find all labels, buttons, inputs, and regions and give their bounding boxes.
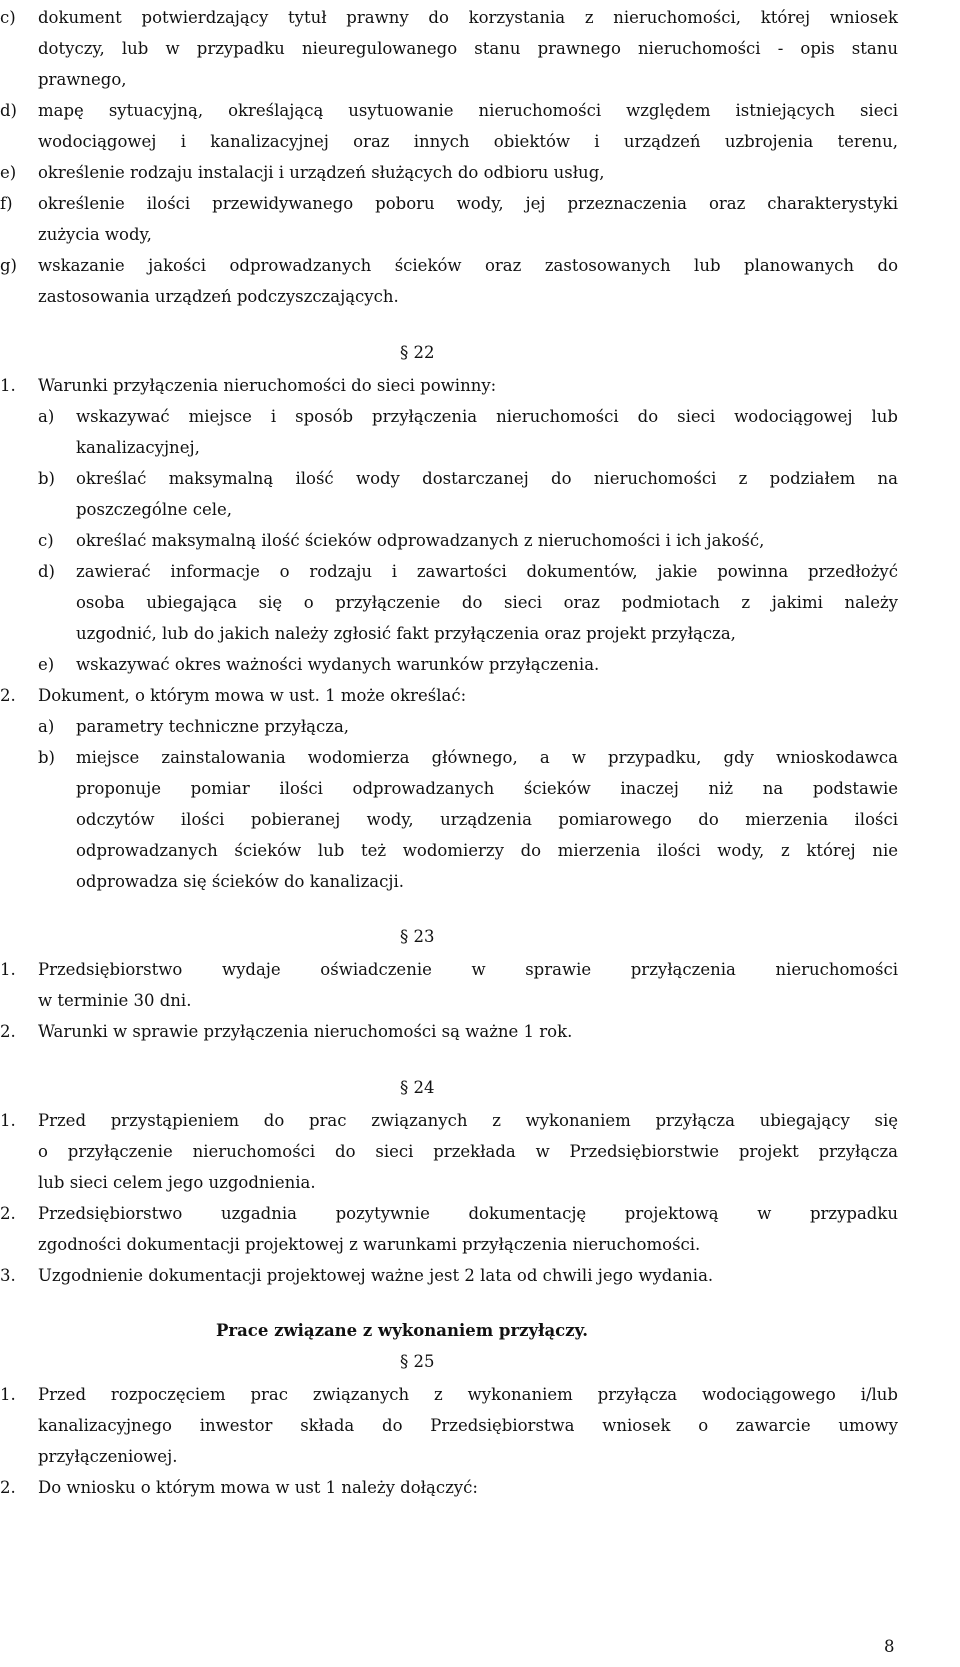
- text-line: Przed przystąpieniem do prac związanych z wykonaniem przyłącza ubiegający się: [38, 1111, 898, 1130]
- text-line: a): [38, 407, 55, 426]
- text-line: d): [0, 101, 17, 120]
- text-line: Dokument, o którym mowa w ust. 1 może określać:: [38, 686, 467, 705]
- text-line: c): [0, 8, 16, 27]
- text-line: Przed rozpoczęciem prac związanych z wykonaniem przyłącza wodociągowego i/lub: [38, 1385, 898, 1404]
- text-line: wskazywać okres ważności wydanych warunków przyłączenia.: [76, 655, 600, 674]
- text-line: § 25: [400, 1352, 435, 1371]
- text-line: przyłączeniowej.: [38, 1447, 178, 1466]
- text-line: kanalizacyjnej,: [76, 438, 200, 457]
- text-line: 1.: [0, 960, 16, 979]
- text-line: odczytów ilości pobieranej wody, urządzenia pomiarowego do mierzenia ilości: [76, 810, 898, 829]
- text-line: § 24: [400, 1078, 435, 1097]
- text-line: wskazanie jakości odprowadzanych ścieków oraz zastosowanych lub planowanych do: [38, 256, 898, 275]
- text-line: odprowadzanych ścieków lub też wodomierzy do mierzenia ilości wody, z której nie: [76, 841, 898, 860]
- text-line: g): [0, 256, 17, 275]
- text-line: Do wniosku o którym mowa w ust 1 należy dołączyć:: [38, 1478, 478, 1497]
- text-line: Warunki przyłączenia nieruchomości do sieci powinny:: [38, 376, 497, 395]
- text-line: 8: [884, 1637, 895, 1656]
- text-line: a): [38, 717, 55, 736]
- text-line: osoba ubiegająca się o przyłączenie do sieci oraz podmiotach z jakimi należy: [76, 593, 898, 612]
- text-line: parametry techniczne przyłącza,: [76, 717, 350, 736]
- text-line: 2.: [0, 1204, 16, 1223]
- text-line: o przyłączenie nieruchomości do sieci przekłada w Przedsiębiorstwie projekt przyłącza: [38, 1142, 898, 1161]
- text-line: 1.: [0, 376, 16, 395]
- text-line: d): [38, 562, 55, 581]
- text-line: Przedsiębiorstwo wydaje oświadczenie w sprawie przyłączenia nieruchomości: [38, 960, 898, 979]
- text-line: określenie ilości przewidywanego poboru wody, jej przeznaczenia oraz charakterystyki: [38, 194, 898, 213]
- text-line: Prace związane z wykonaniem przyłączy.: [216, 1321, 588, 1340]
- text-line: 2.: [0, 686, 16, 705]
- text-line: zastosowania urządzeń podczyszczających.: [38, 287, 399, 306]
- text-line: 1.: [0, 1385, 16, 1404]
- text-line: lub sieci celem jego uzgodnienia.: [38, 1173, 316, 1192]
- text-line: 2.: [0, 1022, 16, 1041]
- text-line: Uzgodnienie dokumentacji projektowej ważne jest 2 lata od chwili jego wydania.: [38, 1266, 714, 1285]
- text-line: zawierać informacje o rodzaju i zawartości dokumentów, jakie powinna przedłożyć: [76, 562, 898, 581]
- text-line: miejsce zainstalowania wodomierza głównego, a w przypadku, gdy wnioskodawca: [76, 748, 898, 767]
- text-line: b): [38, 748, 55, 767]
- text-line: wskazywać miejsce i sposób przyłączenia nieruchomości do sieci wodociągowej lub: [76, 407, 898, 426]
- text-line: 1.: [0, 1111, 16, 1130]
- text-line: § 23: [400, 927, 435, 946]
- text-line: określać maksymalną ilość ścieków odprowadzanych z nieruchomości i ich jakość,: [76, 531, 765, 550]
- text-line: dokument potwierdzający tytuł prawny do korzystania z nieruchomości, której wniosek: [38, 8, 898, 27]
- text-line: zgodności dokumentacji projektowej z warunkami przyłączenia nieruchomości.: [38, 1235, 701, 1254]
- text-line: e): [0, 163, 17, 182]
- text-line: Przedsiębiorstwo uzgadnia pozytywnie dokumentację projektową w przypadku: [38, 1204, 898, 1223]
- text-line: b): [38, 469, 55, 488]
- text-line: f): [0, 194, 13, 213]
- text-line: w terminie 30 dni.: [38, 991, 192, 1010]
- text-line: § 22: [400, 343, 435, 362]
- text-line: mapę sytuacyjną, określającą usytuowanie nieruchomości względem istniejących sieci: [38, 101, 898, 120]
- text-line: kanalizacyjnego inwestor składa do Przedsiębiorstwa wniosek o zawarcie umowy: [38, 1416, 898, 1435]
- text-line: c): [38, 531, 54, 550]
- text-line: prawnego,: [38, 70, 127, 89]
- text-line: Warunki w sprawie przyłączenia nieruchomości są ważne 1 rok.: [38, 1022, 573, 1041]
- text-line: poszczególne cele,: [76, 500, 233, 519]
- text-line: określenie rodzaju instalacji i urządzeń służących do odbioru usług,: [38, 163, 605, 182]
- text-line: określać maksymalną ilość wody dostarczanej do nieruchomości z podziałem na: [76, 469, 898, 488]
- text-line: 2.: [0, 1478, 16, 1497]
- text-line: proponuje pomiar ilości odprowadzanych ścieków inaczej niż na podstawie: [76, 779, 898, 798]
- text-line: wodociągowej i kanalizacyjnej oraz innych obiektów i urządzeń uzbrojenia terenu,: [38, 132, 898, 151]
- text-line: zużycia wody,: [38, 225, 152, 244]
- text-line: dotyczy, lub w przypadku nieuregulowanego stanu prawnego nieruchomości - opis stanu: [38, 39, 898, 58]
- text-line: e): [38, 655, 55, 674]
- text-line: odprowadza się ścieków do kanalizacji.: [76, 872, 404, 891]
- text-line: uzgodnić, lub do jakich należy zgłosić fakt przyłączenia oraz projekt przyłącza,: [76, 624, 736, 643]
- text-line: 3.: [0, 1266, 16, 1285]
